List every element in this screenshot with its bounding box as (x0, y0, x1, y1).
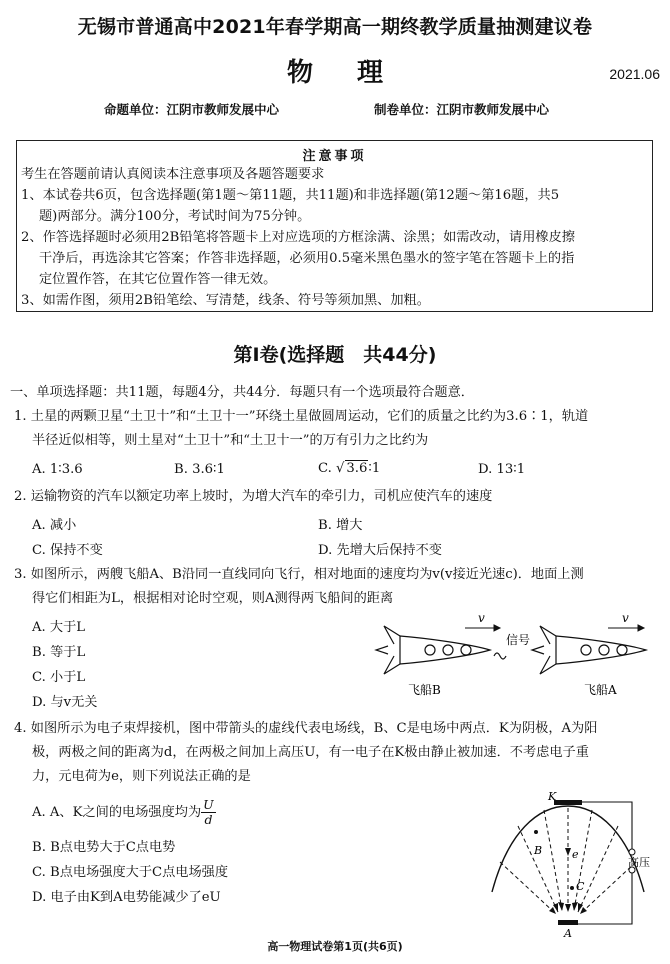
fig-k-label: K (548, 792, 557, 803)
fraction-denominator: d (204, 812, 213, 827)
q2-option-a: A. 减小 (32, 518, 77, 533)
exam-date: 2021.06 (609, 66, 660, 82)
q2-option-b: B. 增大 (318, 518, 363, 533)
electron-beam-welder-figure (478, 792, 658, 938)
q1-option-a: A. 1∶3.6 (32, 462, 83, 477)
notice-line: 题)两部分。满分100分，考试时间为75分钟。 (39, 209, 311, 224)
unit-right: 制卷单位：江阴市教师发展中心 (374, 102, 550, 117)
q3-option-d: D. 与v无关 (32, 695, 98, 710)
rocket-b-icon (376, 626, 490, 674)
unit-left: 命题单位：江阴市教师发展中心 (104, 102, 280, 117)
q1-stem-line2: 半径近似相等，则土星对“土卫十”和“土卫十一”的万有引力之比约为 (32, 433, 429, 448)
field-lines (500, 808, 636, 914)
fig-c-label: C (576, 880, 585, 893)
anode-plate-icon (558, 920, 578, 925)
exam-subject: 物理 (286, 58, 427, 88)
fraction-u-over-d (201, 798, 216, 827)
notice-box (16, 140, 653, 312)
q3-stem-line2: 得它们相距为L，根据相对论时空观，则A测得两飞船间的距离 (32, 591, 394, 606)
fraction-numerator: U (203, 797, 214, 812)
fig-b-label: B (534, 844, 543, 857)
spaceships-figure (370, 608, 660, 704)
q1-option-c-root: 3.6 (346, 461, 368, 476)
q3-option-a: A. 大于L (32, 620, 86, 635)
q4-option-d: D. 电子由K到A电势能减少了eU (32, 890, 221, 905)
q4-option-c: C. B点电场强度大于C点电场强度 (32, 865, 229, 880)
electron-arrow-icon (565, 848, 571, 856)
q2-option-c: C. 保持不变 (32, 543, 103, 558)
q1-option-c (318, 460, 380, 476)
notice-line: 考生在答题前请认真阅读本注意事项及各题答题要求 (21, 167, 325, 182)
exam-title: 无锡市普通高中2021年春学期高一期终教学质量抽测建议卷 (77, 16, 593, 38)
wire-icon (578, 870, 632, 924)
q4-option-b: B. B点电势大于C点电势 (32, 840, 176, 855)
q2-option-d: D. 先增大后保持不变 (318, 543, 442, 558)
notice-line: 3、如需作图，须用2B铅笔绘、写清楚，线条、符号等须加黑、加粗。 (21, 293, 430, 308)
velocity-arrow-icon (465, 625, 644, 631)
page-footer: 高一物理试卷第1页(共6页) (267, 940, 403, 953)
notice-title: 注意事项 (302, 149, 367, 164)
q3-option-c: C. 小于L (32, 670, 86, 685)
q4-option-a-prefix: A. A、K之间的电场强度均为 (32, 805, 202, 820)
section-intro: 一、单项选择题：共11题，每题4分，共44分．每题只有一个选项最符合题意． (10, 385, 474, 400)
notice-line: 定位置作答，在其它位置作答一律无效。 (39, 272, 277, 287)
q1-option-c-suffix: ∶1 (368, 461, 381, 476)
fig-hv-label: 高压 (628, 856, 650, 869)
q2-stem: 2. 运输物资的汽车以额定功率上坡时，为增大汽车的牵引力，司机应使汽车的速度 (14, 489, 493, 504)
terminal-icon (629, 849, 635, 855)
fig-ship-a-label: 飞船A (584, 683, 617, 697)
fig-signal-label: 信号 (506, 633, 531, 647)
rocket-a-icon (532, 626, 646, 674)
q4-stem-line1: 4. 如图所示为电子束焊接机，图中带箭头的虚线代表电场线，B、C是电场中两点．K为阴极，A为阳 (14, 721, 598, 736)
q4-stem-line2: 极，两极之间的距离为d，在两极之间加上高压U，有一电子在K极由静止被加速．不考虑电子重 (32, 745, 589, 760)
cathode-plate-icon (554, 800, 582, 805)
q3-stem-line1: 3. 如图所示，两艘飞船A、B沿同一直线同向飞行，相对地面的速度均为v(v接近光速c)．地面上测 (14, 567, 584, 582)
notice-line: 2、作答选择题时必须用2B铅笔将答题卡上对应选项的方框涂满、涂黑；如需改动，请用橡皮擦 (21, 230, 575, 245)
q4-option-a (32, 798, 216, 827)
q1-stem-line1: 1. 土星的两颗卫星“土卫十”和“土卫十一”环绕土星做圆周运动，它们的质量之比约为3.6∶1，轨道 (14, 409, 589, 424)
fig-ship-b-label: 飞船B (408, 683, 441, 697)
q1-option-d: D. 13∶1 (478, 462, 526, 477)
q4-stem-line3: 力，元电荷为e，则下列说法正确的是 (32, 769, 251, 784)
q3-option-b: B. 等于L (32, 645, 86, 660)
section-title: 第Ⅰ卷(选择题 共44分) (233, 344, 437, 366)
sqrt-sign-icon: √ (336, 461, 345, 476)
point-b-icon (534, 830, 538, 834)
fig-e-label: e (572, 848, 579, 861)
point-c-icon (570, 886, 574, 890)
fig-a-label: A (564, 927, 572, 938)
fig-v-label: v (622, 611, 629, 625)
notice-line: 1、本试卷共6页，包含选择题(第1题～第11题，共11题)和非选择题(第12题～第16题，共5 (21, 188, 560, 203)
fig-v-label: v (478, 611, 485, 625)
q1-option-c-prefix: C. (318, 461, 337, 476)
notice-line: 干净后，再选涂其它答案；作答非选择题，必须用0.5毫米黑色墨水的签字笔在答题卡上的指 (39, 251, 575, 266)
q1-option-b: B. 3.6∶1 (174, 462, 225, 477)
signal-wave-icon (494, 653, 506, 659)
